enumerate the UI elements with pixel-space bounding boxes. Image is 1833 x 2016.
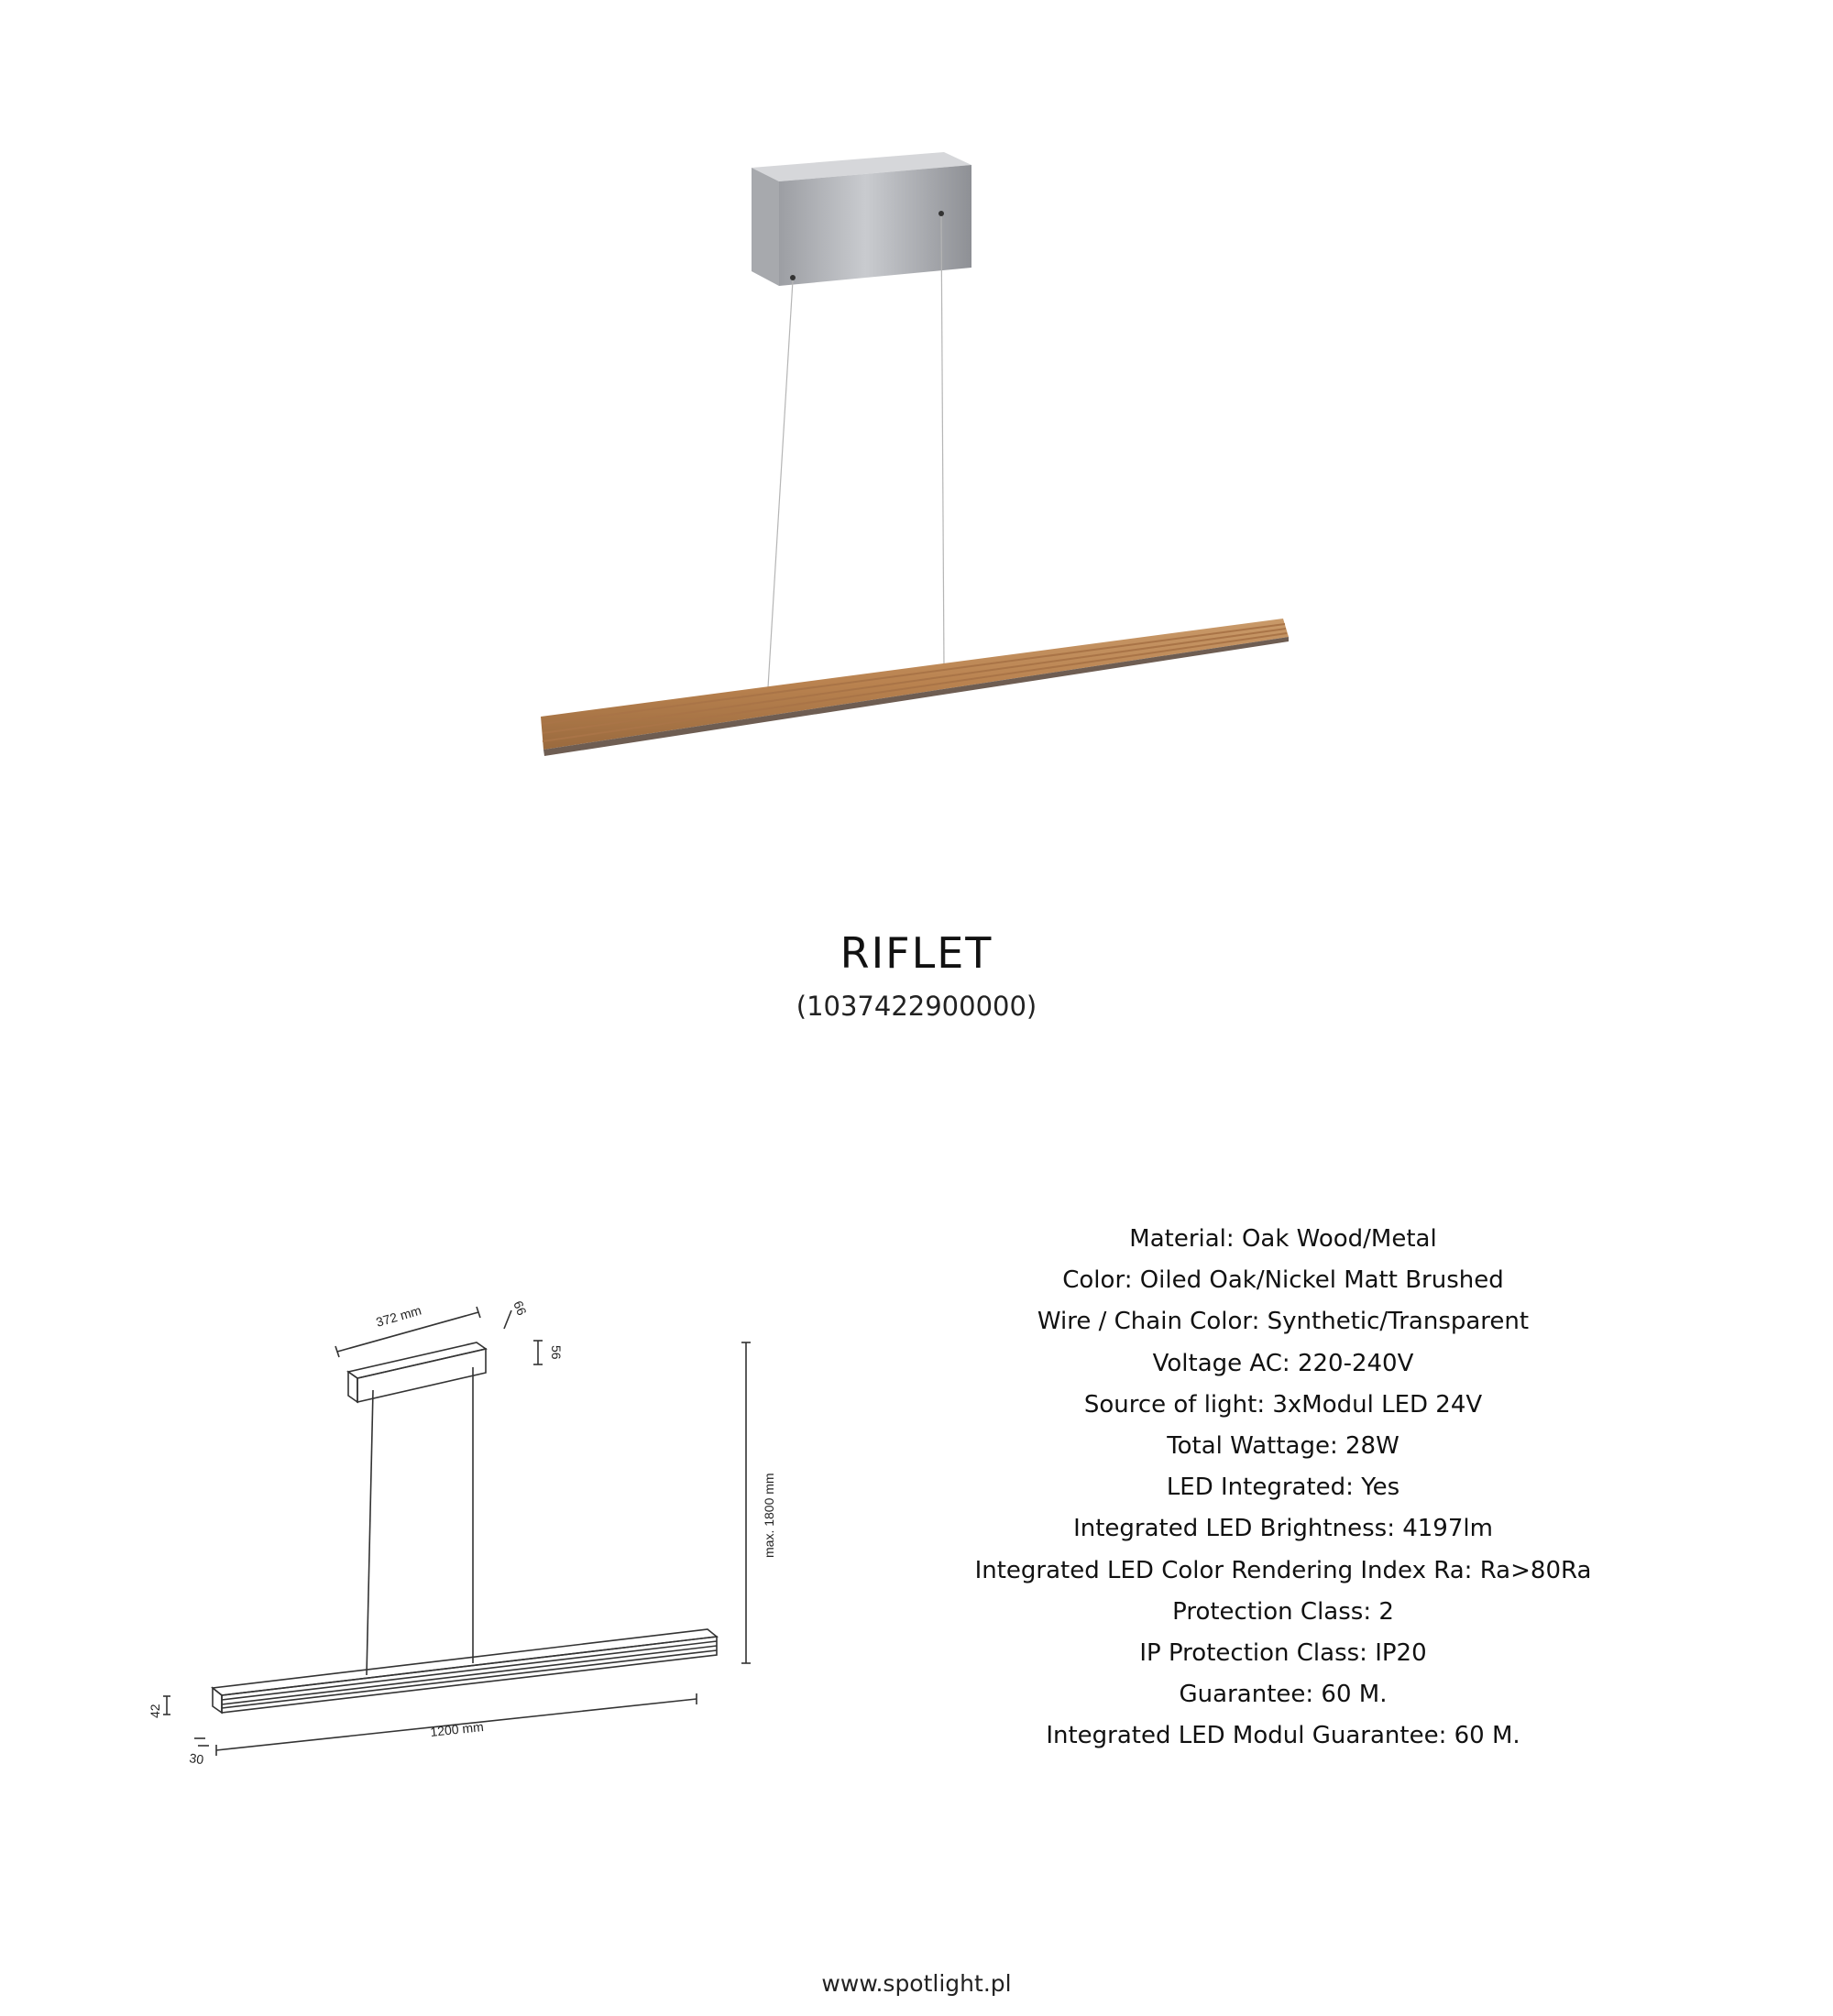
drawing-canopy [348, 1342, 486, 1378]
spec-line: Voltage AC: 220-240V [1152, 1349, 1414, 1377]
spec-label: Integrated LED Modul Guarantee [1046, 1722, 1439, 1750]
spec-label: Voltage AC [1152, 1349, 1282, 1377]
spec-label: LED Integrated [1166, 1474, 1346, 1502]
spec-value: 220-240V [1297, 1349, 1414, 1377]
product-code: (1037422900000) [796, 991, 1037, 1022]
product-photo [522, 147, 1311, 770]
spec-value: 28W [1345, 1432, 1399, 1461]
dim-canopy-height: 56 [549, 1345, 564, 1360]
spec-value: Ra>80Ra [1479, 1556, 1592, 1584]
spec-value: Oak Wood/Metal [1241, 1225, 1437, 1253]
spec-value: 4197lm [1402, 1515, 1493, 1543]
footer-url: www.spotlight.pl [821, 1970, 1012, 1997]
spec-label: Protection Class [1172, 1597, 1364, 1626]
spec-label: Color [1062, 1266, 1125, 1295]
spec-value: 60 M. [1454, 1722, 1520, 1750]
spec-line: Protection Class: 2 [1172, 1597, 1394, 1626]
spec-line: Integrated LED Modul Guarantee: 60 M. [1046, 1722, 1520, 1750]
product-name: RIFLET [840, 928, 993, 978]
spec-line: Color: Oiled Oak/Nickel Matt Brushed [1062, 1266, 1504, 1295]
spec-label: Wire / Chain Color [1037, 1308, 1252, 1336]
spec-value: Yes [1361, 1474, 1400, 1502]
spec-value: Oiled Oak/Nickel Matt Brushed [1139, 1266, 1504, 1295]
drawing-bar [213, 1629, 717, 1695]
spec-label: Guarantee [1179, 1681, 1306, 1709]
spec-label: Total Wattage [1167, 1432, 1330, 1461]
spec-line: Guarantee: 60 M. [1179, 1681, 1388, 1709]
spec-value: 3xModul LED 24V [1272, 1390, 1483, 1419]
spec-label: Integrated LED Brightness [1073, 1515, 1388, 1543]
wooden-bar [541, 619, 1289, 756]
spec-label: IP Protection Class [1139, 1639, 1360, 1668]
technical-drawing [137, 1255, 797, 1787]
dim-max-height: max. 1800 mm [762, 1473, 776, 1558]
spec-line: Wire / Chain Color: Synthetic/Transparent [1037, 1308, 1530, 1336]
spec-value: Synthetic/Transparent [1267, 1308, 1530, 1336]
spec-line: Total Wattage: 28W [1167, 1432, 1399, 1461]
spec-label: Source of light [1083, 1390, 1257, 1419]
spec-line: Integrated LED Color Rendering Index Ra: Ra>80Ra [974, 1556, 1592, 1584]
spec-line: Integrated LED Brightness: 4197lm [1073, 1515, 1493, 1543]
dim-bar-height: 42 [148, 1704, 162, 1718]
spec-line: Source of light: 3xModul LED 24V [1083, 1390, 1483, 1419]
spec-line: Material: Oak Wood/Metal [1129, 1225, 1437, 1253]
specifications-list [916, 1219, 1650, 1758]
spec-value: IP20 [1375, 1639, 1427, 1668]
spec-value: 2 [1378, 1597, 1394, 1626]
dim-canopy-length: 372 mm [374, 1302, 423, 1330]
dim-bar-width: 30 [188, 1750, 205, 1768]
spec-line: LED Integrated: Yes [1166, 1474, 1400, 1502]
spec-line: IP Protection Class: IP20 [1139, 1639, 1427, 1668]
drawing-cable [367, 1390, 373, 1675]
dim-bar-length: 1200 mm [429, 1718, 485, 1739]
product-title-block [0, 926, 1833, 1024]
spec-label: Integrated LED Color Rendering Index Ra [974, 1556, 1465, 1584]
spec-label: Material [1129, 1225, 1226, 1253]
suspension-cable [768, 280, 793, 687]
canopy [752, 152, 971, 286]
dim-canopy-width: 66 [510, 1298, 530, 1318]
spec-value: 60 M. [1321, 1681, 1388, 1709]
suspension-cable [941, 216, 944, 669]
